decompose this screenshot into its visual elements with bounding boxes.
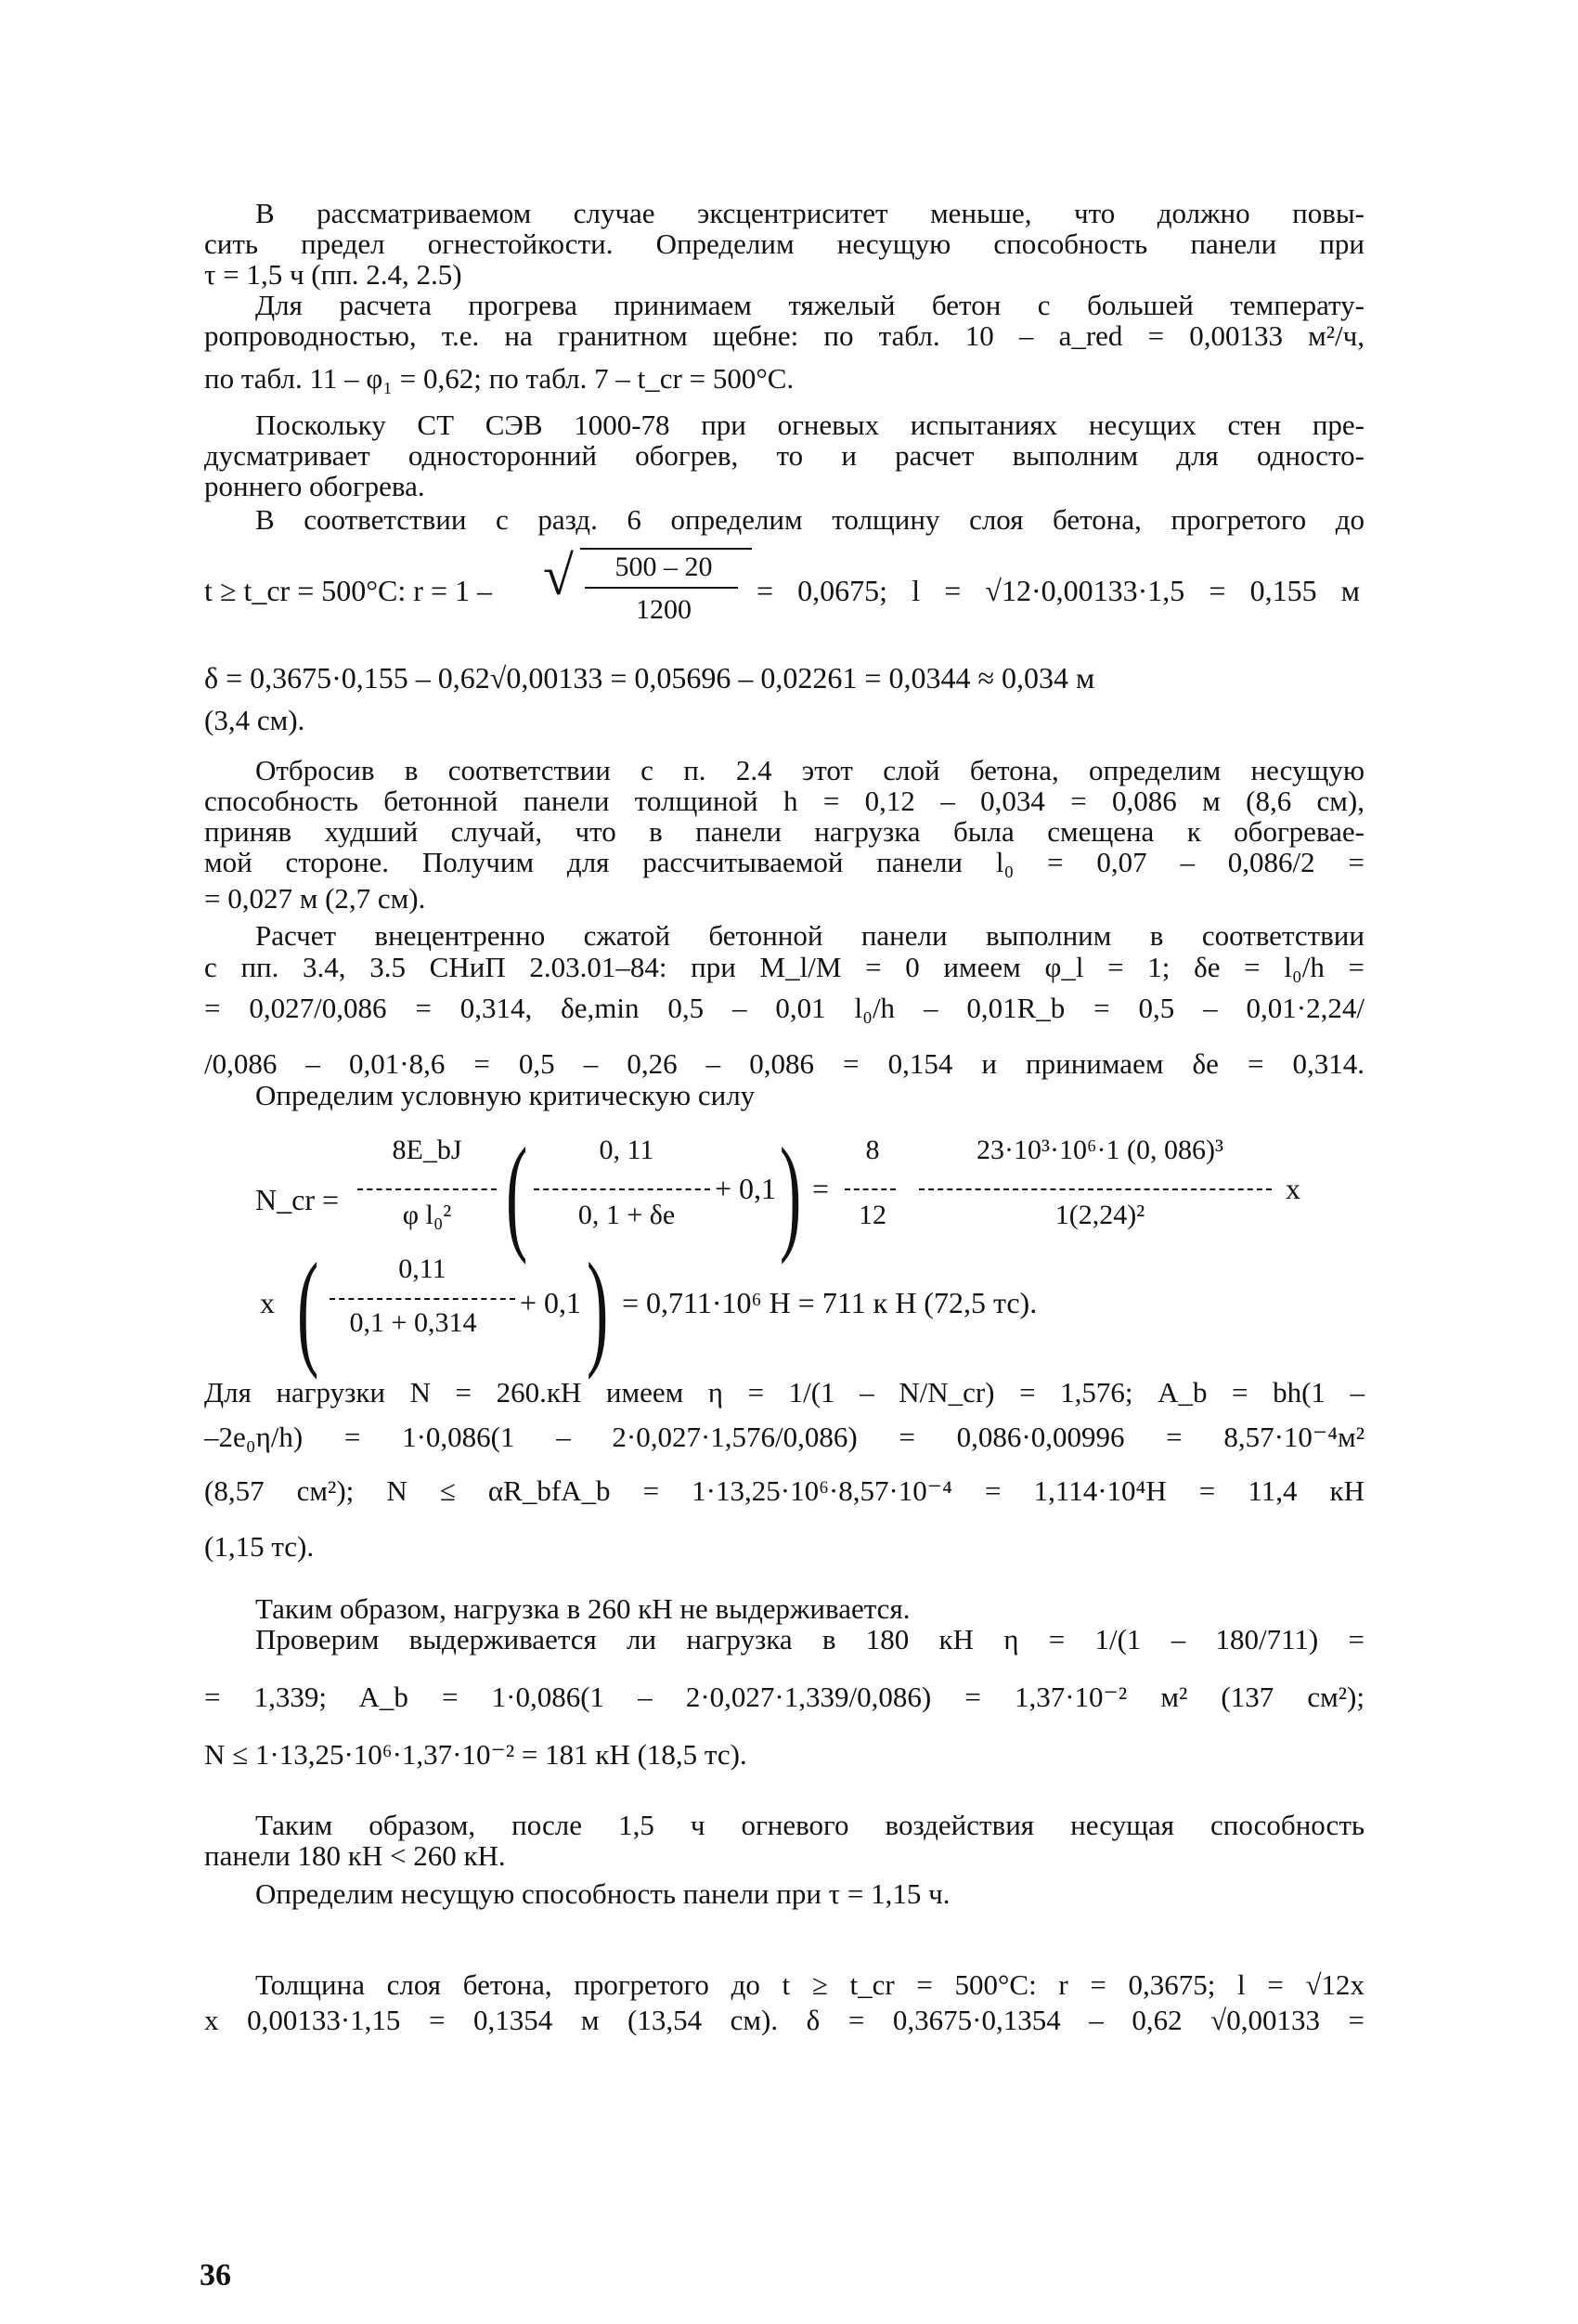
text-line: Толщина слоя бетона, прогретого до t ≥ t_cr = 500°С: r = 0,3675; l = √12x <box>255 1968 1365 2001</box>
ncr-numerator: 8E_bJ <box>392 1135 462 1165</box>
sqrt-bar <box>580 548 752 550</box>
plus-term: + 0,1 <box>715 1172 777 1205</box>
ncr-numerator-4: 23·10³·10⁶·1 (0, 086)³ <box>977 1135 1223 1165</box>
ncr-denominator-3: 12 <box>859 1200 886 1230</box>
text-line: = 0,027/0,086 = 0,314, δe,min 0,5 – 0,01 l₀/h – 0,01R_b = 0,5 – 0,01·2,24/ <box>204 992 1365 1024</box>
multiply-sign: x <box>260 1286 275 1319</box>
text-line: Для нагрузки N = 260.кН имеем η = 1/(1 – N/N_cr) = 1,576; A_b = bh(1 – <box>204 1376 1365 1409</box>
text-line: по табл. 11 – φ₁ = 0,62; по табл. 7 – t_cr = 500°С. <box>204 362 795 395</box>
text-line: τ = 1,5 ч (пп. 2.4, 2.5) <box>204 258 462 291</box>
equals-sign: = <box>812 1172 830 1205</box>
text-line: /0,086 – 0,01·8,6 = 0,5 – 0,26 – 0,086 = 0,154 и принимаем δe = 0,314. <box>204 1047 1365 1080</box>
fraction-denominator: 1200 <box>636 594 692 625</box>
text-line: Определим несущую способность панели при τ = 1,15 ч. <box>255 1877 951 1910</box>
ncr-lhs: N_cr = <box>255 1183 340 1216</box>
text-line: = 0,027 м (2,7 см). <box>204 882 426 915</box>
formula-r-rhs: = 0,0675; l = √12·0,00133·1,5 = 0,155 м <box>757 574 1360 607</box>
formula-r-lhs: t ≥ t_cr = 500°С: r = 1 – <box>204 574 492 607</box>
text-line: N ≤ 1·13,25·10⁶·1,37·10⁻² = 181 кН (18,5 тс). <box>204 1738 747 1771</box>
fraction-bar <box>330 1298 515 1300</box>
ncr-denominator: φ l₀² <box>402 1200 452 1230</box>
text-line: мой стороне. Получим для рассчитываемой панели l₀ = 0,07 – 0,086/2 = <box>204 846 1365 878</box>
text-line: роннего обогрева. <box>204 470 425 502</box>
text-line: приняв худший случай, что в панели нагрузка была смещена к обогревае- <box>204 815 1365 848</box>
sqrt-symbol: √ <box>543 545 574 606</box>
fraction-bar <box>919 1188 1272 1190</box>
formula-delta: δ = 0,3675·0,155 – 0,62√0,00133 = 0,05696 – 0,02261 = 0,0344 ≈ 0,034 м <box>204 661 1095 695</box>
fraction-bar <box>534 1188 710 1190</box>
ncr-denominator-2: 0, 1 + δe <box>577 1200 676 1230</box>
left-paren: ( <box>506 1122 528 1266</box>
text-line: сить предел огнестойкости. Определим несущую способность панели при <box>204 227 1365 260</box>
right-paren: ) <box>780 1122 802 1266</box>
text-line: –2e₀η/h) = 1·0,086(1 – 2·0,027·1,576/0,086) = 0,086·0,00996 = 8,57·10⁻⁴м² <box>204 1421 1365 1453</box>
text-line: = 1,339; A_b = 1·0,086(1 – 2·0,027·1,339/0,086) = 1,37·10⁻² м² (137 см²); <box>204 1681 1365 1713</box>
text-line: способность бетонной панели толщиной h = 0,12 – 0,034 = 0,086 м (8,6 см), <box>204 785 1365 817</box>
text-line: ропроводностью, т.е. на гранитном щебне: по табл. 10 – a_red = 0,00133 м²/ч, <box>204 319 1365 352</box>
ncr-numerator-2: 0, 11 <box>599 1135 654 1165</box>
left-paren: ( <box>297 1237 319 1381</box>
text-line: Отбросив в соответствии с п. 2.4 этот слой бетона, определим несущую <box>255 754 1365 786</box>
text-line: с пп. 3.4, 3.5 СНиП 2.03.01–84: при M_l/M = 0 имеем φ_l = 1; δe = l₀/h = <box>204 951 1365 983</box>
text-line: Таким образом, нагрузка в 260 кН не выдерживается. <box>255 1592 911 1625</box>
ncr-result: = 0,711·10⁶ Н = 711 к Н (72,5 тс). <box>622 1286 1038 1319</box>
text-line: x 0,00133·1,15 = 0,1354 м (13,54 см). δ = 0,3675·0,1354 – 0,62 √0,00133 = <box>204 2004 1365 2036</box>
text-line: В рассматриваемом случае эксцентриситет меньше, что должно повы- <box>255 197 1365 229</box>
text-line: дусматривает односторонний обогрев, то и расчет выполним для односто- <box>204 439 1365 472</box>
fraction-numerator: 500 – 20 <box>614 552 713 582</box>
text-line: (1,15 тс). <box>204 1530 315 1563</box>
text-line: Определим условную критическую силу <box>255 1079 756 1111</box>
fraction-bar <box>585 587 738 589</box>
right-paren: ) <box>587 1237 609 1381</box>
text-line: В соответствии с разд. 6 определим толщину слоя бетона, прогретого до <box>255 503 1365 536</box>
text-line: Таким образом, после 1,5 ч огневого воздействия несущая способность <box>255 1809 1365 1841</box>
fraction-numerator: 0,11 <box>398 1253 446 1284</box>
text-line: Для расчета прогрева принимаем тяжелый бетон с большей температу- <box>255 289 1365 321</box>
ncr-denominator-4: 1(2,24)² <box>1054 1200 1145 1230</box>
fraction-bar <box>845 1188 896 1190</box>
multiply-sign: x <box>1286 1172 1300 1205</box>
plus-term: + 0,1 <box>520 1286 582 1319</box>
text-line: Расчет внецентренно сжатой бетонной панели выполним в соответствии <box>255 919 1365 952</box>
fraction-bar <box>357 1188 497 1190</box>
text-line: (8,57 см²); N ≤ αR_bfA_b = 1·13,25·10⁶·8,57·10⁻⁴ = 1,114·10⁴Н = 11,4 кН <box>204 1474 1365 1507</box>
fraction-denominator: 0,1 + 0,314 <box>349 1307 477 1338</box>
text-line: Проверим выдерживается ли нагрузка в 180 кН η = 1/(1 – 180/711) = <box>255 1623 1365 1655</box>
ncr-numerator-3: 8 <box>865 1135 880 1165</box>
text-line: панели 180 кН < 260 кН. <box>204 1839 506 1872</box>
page-number: 36 <box>200 2258 231 2292</box>
text-line: Поскольку СТ СЭВ 1000-78 при огневых испытаниях несущих стен пре- <box>255 409 1365 441</box>
text-line: (3,4 см). <box>204 704 305 736</box>
